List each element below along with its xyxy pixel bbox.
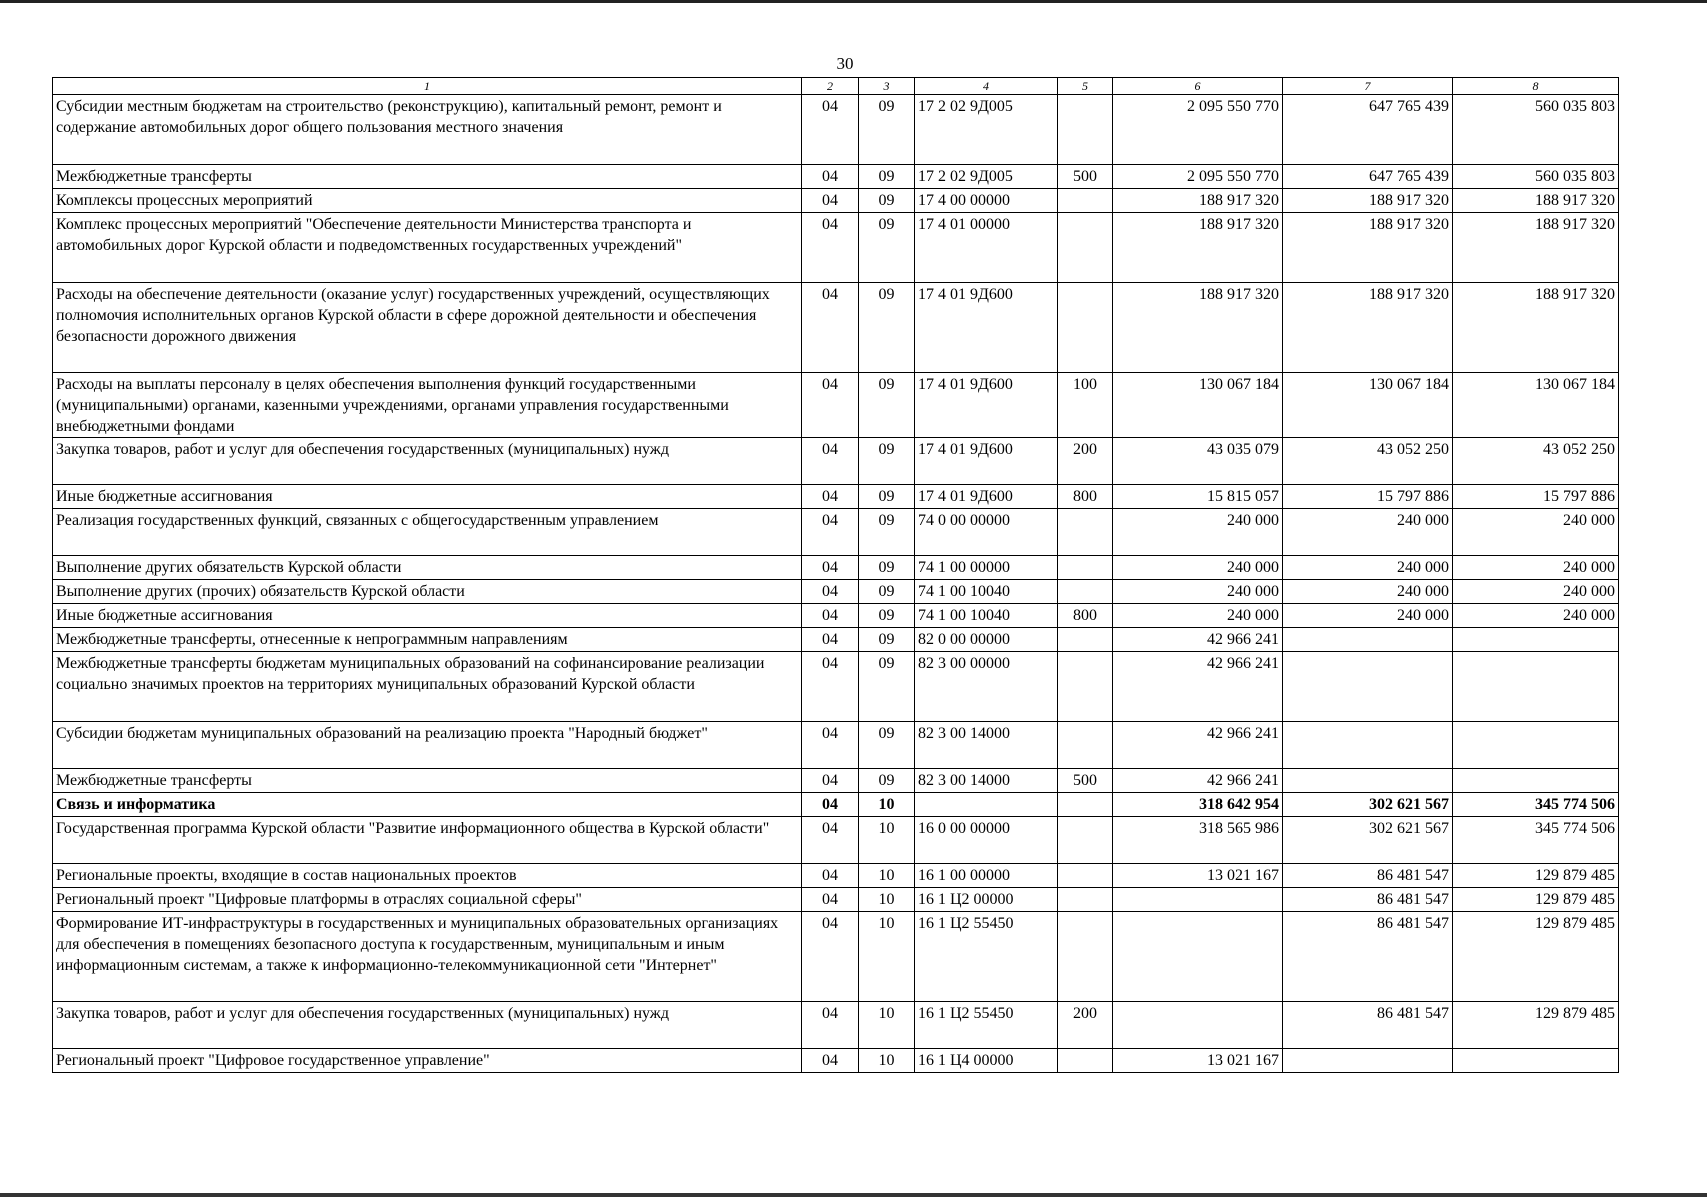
cell-vr xyxy=(1058,283,1113,373)
cell-v8: 240 000 xyxy=(1453,604,1619,628)
cell-v6: 2 095 550 770 xyxy=(1113,165,1283,189)
cell-v7 xyxy=(1283,722,1453,769)
cell-name: Иные бюджетные ассигнования xyxy=(53,485,802,509)
cell-csr: 74 0 00 00000 xyxy=(915,509,1058,556)
cell-rz: 04 xyxy=(802,769,859,793)
cell-v8: 129 879 485 xyxy=(1453,888,1619,912)
cell-v7: 240 000 xyxy=(1283,604,1453,628)
cell-pr: 09 xyxy=(859,722,915,769)
cell-rz: 04 xyxy=(802,652,859,722)
table-row xyxy=(53,95,1619,165)
cell-pr: 09 xyxy=(859,556,915,580)
column-header: 5 xyxy=(1058,78,1113,95)
cell-name: Региональный проект "Цифровое государственное управление" xyxy=(53,1049,802,1073)
cell-name: Формирование ИТ-инфраструктуры в государственных и муниципальных образовательных организациях для обеспечения в помещениях безопасного доступа к государственным, муниципальным и иным информационным системам, а также к информационно-телекоммуникационной сети "Интернет" xyxy=(53,912,802,1002)
cell-csr: 17 4 01 00000 xyxy=(915,213,1058,283)
cell-v6: 240 000 xyxy=(1113,580,1283,604)
cell-pr: 09 xyxy=(859,509,915,556)
cell-pr: 09 xyxy=(859,95,915,165)
column-header: 2 xyxy=(802,78,859,95)
cell-v7 xyxy=(1283,1049,1453,1073)
cell-rz: 04 xyxy=(802,793,859,817)
cell-pr: 09 xyxy=(859,189,915,213)
cell-rz: 04 xyxy=(802,556,859,580)
cell-v6: 240 000 xyxy=(1113,604,1283,628)
cell-rz: 04 xyxy=(802,485,859,509)
cell-v7: 86 481 547 xyxy=(1283,864,1453,888)
table-row xyxy=(53,373,1619,438)
cell-rz: 04 xyxy=(802,864,859,888)
cell-name: Расходы на выплаты персоналу в целях обеспечения выполнения функций государственными (муниципальными) органами, казенными учреждениями, органами управления государственными внебюджетными фондами xyxy=(53,373,802,438)
cell-v6: 13 021 167 xyxy=(1113,1049,1283,1073)
cell-v7: 15 797 886 xyxy=(1283,485,1453,509)
cell-rz: 04 xyxy=(802,165,859,189)
cell-csr: 74 1 00 10040 xyxy=(915,604,1058,628)
table-row xyxy=(53,165,1619,189)
cell-v7: 86 481 547 xyxy=(1283,912,1453,1002)
table-row xyxy=(53,628,1619,652)
cell-rz: 04 xyxy=(802,1049,859,1073)
cell-vr: 200 xyxy=(1058,438,1113,485)
cell-rz: 04 xyxy=(802,817,859,864)
cell-vr xyxy=(1058,817,1113,864)
cell-name: Выполнение других (прочих) обязательств Курской области xyxy=(53,580,802,604)
cell-v8: 15 797 886 xyxy=(1453,485,1619,509)
cell-vr: 500 xyxy=(1058,165,1113,189)
cell-csr: 17 4 01 9Д600 xyxy=(915,485,1058,509)
cell-pr: 09 xyxy=(859,373,915,438)
cell-v6 xyxy=(1113,888,1283,912)
cell-v6: 42 966 241 xyxy=(1113,769,1283,793)
cell-v7: 130 067 184 xyxy=(1283,373,1453,438)
cell-v7: 86 481 547 xyxy=(1283,888,1453,912)
scan-edge-top xyxy=(0,0,1707,3)
cell-csr: 17 4 01 9Д600 xyxy=(915,283,1058,373)
cell-name: Выполнение других обязательств Курской области xyxy=(53,556,802,580)
cell-rz: 04 xyxy=(802,509,859,556)
cell-vr xyxy=(1058,722,1113,769)
cell-name: Межбюджетные трансферты, отнесенные к непрограммным направлениям xyxy=(53,628,802,652)
cell-vr: 100 xyxy=(1058,373,1113,438)
cell-v8: 188 917 320 xyxy=(1453,213,1619,283)
cell-name: Закупка товаров, работ и услуг для обеспечения государственных (муниципальных) нужд xyxy=(53,1002,802,1049)
cell-v7: 302 621 567 xyxy=(1283,817,1453,864)
cell-pr: 10 xyxy=(859,888,915,912)
cell-name: Закупка товаров, работ и услуг для обеспечения государственных (муниципальных) нужд xyxy=(53,438,802,485)
column-header: 3 xyxy=(859,78,915,95)
scan-edge-bottom xyxy=(0,1193,1707,1197)
cell-pr: 10 xyxy=(859,912,915,1002)
cell-csr: 17 4 01 9Д600 xyxy=(915,373,1058,438)
cell-name: Межбюджетные трансферты xyxy=(53,769,802,793)
cell-pr: 10 xyxy=(859,864,915,888)
cell-csr: 74 1 00 10040 xyxy=(915,580,1058,604)
cell-pr: 09 xyxy=(859,485,915,509)
table-row xyxy=(53,213,1619,283)
cell-vr xyxy=(1058,912,1113,1002)
cell-v7 xyxy=(1283,628,1453,652)
cell-v8 xyxy=(1453,628,1619,652)
cell-v7 xyxy=(1283,769,1453,793)
table-row xyxy=(53,652,1619,722)
page-number: 30 xyxy=(836,54,854,73)
cell-v6: 130 067 184 xyxy=(1113,373,1283,438)
cell-vr xyxy=(1058,509,1113,556)
cell-csr: 82 3 00 14000 xyxy=(915,722,1058,769)
cell-v6: 240 000 xyxy=(1113,556,1283,580)
cell-v6: 318 642 954 xyxy=(1113,793,1283,817)
cell-vr: 500 xyxy=(1058,769,1113,793)
cell-v8 xyxy=(1453,1049,1619,1073)
table-row xyxy=(53,283,1619,373)
cell-name: Межбюджетные трансферты xyxy=(53,165,802,189)
cell-v8: 240 000 xyxy=(1453,509,1619,556)
cell-v8: 240 000 xyxy=(1453,556,1619,580)
cell-v7: 240 000 xyxy=(1283,556,1453,580)
cell-name: Реализация государственных функций, связанных с общегосударственным управлением xyxy=(53,509,802,556)
cell-rz: 04 xyxy=(802,95,859,165)
cell-rz: 04 xyxy=(802,628,859,652)
cell-pr: 10 xyxy=(859,1049,915,1073)
cell-name: Расходы на обеспечение деятельности (оказание услуг) государственных учреждений, осуществляющих полномочия исполнительных органов Курской области в сфере дорожной деятельности и обеспечения безопасности дорожного движения xyxy=(53,283,802,373)
cell-v6: 42 966 241 xyxy=(1113,722,1283,769)
cell-name: Комплексы процессных мероприятий xyxy=(53,189,802,213)
cell-vr: 800 xyxy=(1058,604,1113,628)
column-header: 8 xyxy=(1453,78,1619,95)
cell-name: Связь и информатика xyxy=(53,793,802,817)
table-row xyxy=(53,509,1619,556)
table-row xyxy=(53,438,1619,485)
cell-rz: 04 xyxy=(802,580,859,604)
cell-rz: 04 xyxy=(802,722,859,769)
cell-v8: 240 000 xyxy=(1453,580,1619,604)
cell-pr: 09 xyxy=(859,769,915,793)
table-row xyxy=(53,556,1619,580)
cell-v6: 188 917 320 xyxy=(1113,213,1283,283)
table-row xyxy=(53,912,1619,1002)
cell-pr: 10 xyxy=(859,817,915,864)
cell-v8: 560 035 803 xyxy=(1453,165,1619,189)
cell-pr: 09 xyxy=(859,283,915,373)
cell-rz: 04 xyxy=(802,438,859,485)
cell-v6: 42 966 241 xyxy=(1113,628,1283,652)
cell-v7: 188 917 320 xyxy=(1283,213,1453,283)
cell-vr xyxy=(1058,556,1113,580)
cell-name: Региональные проекты, входящие в состав национальных проектов xyxy=(53,864,802,888)
table-row xyxy=(53,1002,1619,1049)
cell-name: Комплекс процессных мероприятий "Обеспечение деятельности Министерства транспорта и автомобильных дорог Курской области и подведомственных государственных учреждений" xyxy=(53,213,802,283)
cell-v8: 130 067 184 xyxy=(1453,373,1619,438)
table-row xyxy=(53,864,1619,888)
cell-pr: 09 xyxy=(859,580,915,604)
cell-csr: 17 4 00 00000 xyxy=(915,189,1058,213)
cell-rz: 04 xyxy=(802,912,859,1002)
cell-v8: 188 917 320 xyxy=(1453,189,1619,213)
cell-v8 xyxy=(1453,722,1619,769)
cell-v8: 129 879 485 xyxy=(1453,1002,1619,1049)
table-row xyxy=(53,1049,1619,1073)
cell-v7: 302 621 567 xyxy=(1283,793,1453,817)
column-header: 6 xyxy=(1113,78,1283,95)
cell-vr xyxy=(1058,628,1113,652)
cell-v6: 15 815 057 xyxy=(1113,485,1283,509)
cell-v6: 188 917 320 xyxy=(1113,189,1283,213)
table-row xyxy=(53,604,1619,628)
cell-csr xyxy=(915,793,1058,817)
cell-pr: 09 xyxy=(859,213,915,283)
table-row xyxy=(53,189,1619,213)
cell-v6: 13 021 167 xyxy=(1113,864,1283,888)
cell-v6: 42 966 241 xyxy=(1113,652,1283,722)
cell-v7: 240 000 xyxy=(1283,580,1453,604)
cell-vr xyxy=(1058,95,1113,165)
cell-v7: 240 000 xyxy=(1283,509,1453,556)
cell-v6: 2 095 550 770 xyxy=(1113,95,1283,165)
cell-v6: 188 917 320 xyxy=(1113,283,1283,373)
cell-csr: 16 1 Ц2 55450 xyxy=(915,912,1058,1002)
cell-v7: 86 481 547 xyxy=(1283,1002,1453,1049)
cell-csr: 16 1 Ц2 00000 xyxy=(915,888,1058,912)
cell-rz: 04 xyxy=(802,888,859,912)
cell-pr: 09 xyxy=(859,438,915,485)
table-row xyxy=(53,817,1619,864)
cell-v7: 43 052 250 xyxy=(1283,438,1453,485)
cell-csr: 82 3 00 00000 xyxy=(915,652,1058,722)
table-row xyxy=(53,722,1619,769)
cell-vr: 800 xyxy=(1058,485,1113,509)
cell-v7 xyxy=(1283,652,1453,722)
cell-v8 xyxy=(1453,769,1619,793)
cell-pr: 10 xyxy=(859,1002,915,1049)
cell-csr: 17 2 02 9Д005 xyxy=(915,165,1058,189)
header-row xyxy=(53,78,1619,95)
column-header: 4 xyxy=(915,78,1058,95)
cell-pr: 09 xyxy=(859,604,915,628)
cell-v7: 188 917 320 xyxy=(1283,283,1453,373)
cell-v6: 43 035 079 xyxy=(1113,438,1283,485)
cell-vr xyxy=(1058,213,1113,283)
cell-v8: 560 035 803 xyxy=(1453,95,1619,165)
column-header: 1 xyxy=(53,78,802,95)
cell-v8: 129 879 485 xyxy=(1453,912,1619,1002)
cell-csr: 17 2 02 9Д005 xyxy=(915,95,1058,165)
table-row xyxy=(53,888,1619,912)
cell-name: Государственная программа Курской области "Развитие информационного общества в Курской области" xyxy=(53,817,802,864)
cell-v8: 188 917 320 xyxy=(1453,283,1619,373)
cell-rz: 04 xyxy=(802,604,859,628)
cell-vr xyxy=(1058,888,1113,912)
cell-csr: 82 0 00 00000 xyxy=(915,628,1058,652)
budget-table xyxy=(52,77,1619,1073)
cell-vr xyxy=(1058,652,1113,722)
cell-vr xyxy=(1058,793,1113,817)
cell-pr: 09 xyxy=(859,165,915,189)
cell-name: Субсидии бюджетам муниципальных образований на реализацию проекта "Народный бюджет" xyxy=(53,722,802,769)
table-row xyxy=(53,580,1619,604)
table-row xyxy=(53,793,1619,817)
table-row xyxy=(53,485,1619,509)
cell-rz: 04 xyxy=(802,213,859,283)
cell-vr xyxy=(1058,580,1113,604)
cell-csr: 16 0 00 00000 xyxy=(915,817,1058,864)
column-header: 7 xyxy=(1283,78,1453,95)
cell-rz: 04 xyxy=(802,283,859,373)
cell-v8: 43 052 250 xyxy=(1453,438,1619,485)
cell-name: Иные бюджетные ассигнования xyxy=(53,604,802,628)
cell-v7: 188 917 320 xyxy=(1283,189,1453,213)
cell-v7: 647 765 439 xyxy=(1283,165,1453,189)
cell-rz: 04 xyxy=(802,189,859,213)
table-row xyxy=(53,769,1619,793)
cell-csr: 17 4 01 9Д600 xyxy=(915,438,1058,485)
cell-csr: 16 1 00 00000 xyxy=(915,864,1058,888)
cell-pr: 10 xyxy=(859,793,915,817)
cell-v6 xyxy=(1113,912,1283,1002)
cell-v8: 129 879 485 xyxy=(1453,864,1619,888)
cell-csr: 74 1 00 00000 xyxy=(915,556,1058,580)
cell-v6: 318 565 986 xyxy=(1113,817,1283,864)
cell-name: Региональный проект "Цифровые платформы в отраслях социальной сферы" xyxy=(53,888,802,912)
cell-vr xyxy=(1058,189,1113,213)
table-body xyxy=(53,95,1619,1073)
cell-v7: 647 765 439 xyxy=(1283,95,1453,165)
cell-vr xyxy=(1058,1049,1113,1073)
cell-rz: 04 xyxy=(802,1002,859,1049)
cell-v6 xyxy=(1113,1002,1283,1049)
cell-v8 xyxy=(1453,652,1619,722)
cell-v8: 345 774 506 xyxy=(1453,817,1619,864)
cell-csr: 16 1 Ц2 55450 xyxy=(915,1002,1058,1049)
cell-vr xyxy=(1058,864,1113,888)
cell-v6: 240 000 xyxy=(1113,509,1283,556)
cell-rz: 04 xyxy=(802,373,859,438)
cell-csr: 16 1 Ц4 00000 xyxy=(915,1049,1058,1073)
cell-v8: 345 774 506 xyxy=(1453,793,1619,817)
cell-pr: 09 xyxy=(859,652,915,722)
cell-name: Субсидии местным бюджетам на строительство (реконструкцию), капитальный ремонт, ремонт и содержание автомобильных дорог общего пользования местного значения xyxy=(53,95,802,165)
cell-csr: 82 3 00 14000 xyxy=(915,769,1058,793)
cell-vr: 200 xyxy=(1058,1002,1113,1049)
cell-pr: 09 xyxy=(859,628,915,652)
cell-name: Межбюджетные трансферты бюджетам муниципальных образований на софинансирование реализации социально значимых проектов на территориях муниципальных образований Курской области xyxy=(53,652,802,722)
